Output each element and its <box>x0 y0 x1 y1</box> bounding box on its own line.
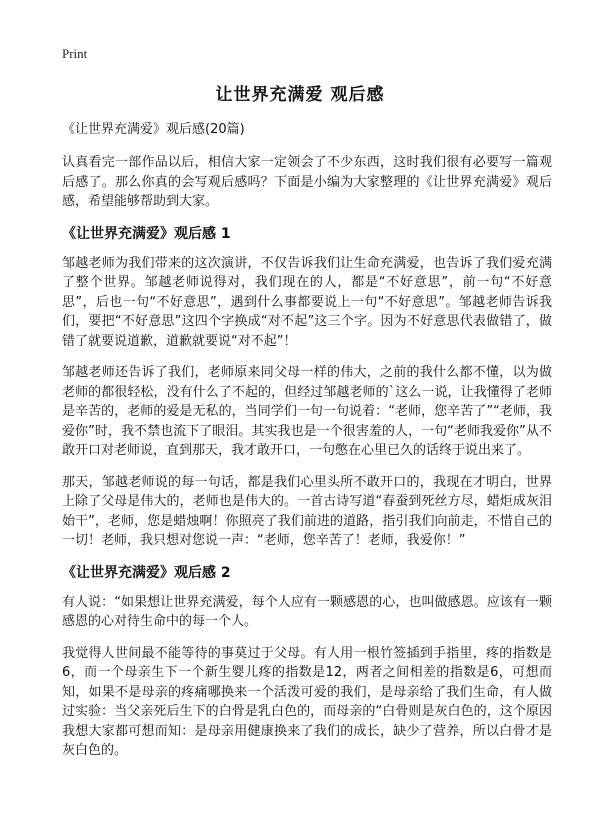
section-2-paragraph-2: 我觉得人世间最不能等待的事莫过于父母。有人用一根竹签插到手指里，疼的指数是6，而一个母亲生下一个新生婴儿疼的指数是12，两者之间相差的指数是6，可想而知，如果不是母亲的疼痛哪换来一个活泼可爱的我们，是母亲给了我们生命，有人做过实验：当父亲死后生下的白骨是乳白色的，而母亲的“白骨则是灰白色的，这个原因我想大家都可想而知：是母亲用健康换来了我们的成长，缺少了营养，所以白骨才是灰白色的。 <box>62 645 552 758</box>
intro-paragraph: 认真看完一部作品以后，相信大家一定领会了不少东西，这时我们很有必要写一篇观后感了。那么你真的会写观后感吗？下面是小编为大家整理的《让世界充满爱》观后感，希望能够帮助到大家。 <box>62 155 552 209</box>
section-2-paragraph-1: 有人说：“如果想让世界充满爱，每个人应有一颗感恩的心，也叫做感恩。应该有一颗感恩的心对待生命中的每一个人。 <box>62 594 552 629</box>
section-heading-1: 《让世界充满爱》观后感 1 <box>62 225 231 242</box>
section-1-paragraph-2: 邹越老师还告诉了我们，老师原来同父母一样的伟大，之前的我什么都不懂，以为做老师的都很轻松，没有什么了不起的，但经过邹越老师的`这么一说，让我懂得了老师是辛苦的，老师的爱是无私的，当同学们一句一句说着：“老师，您辛苦了”“老师，我爱你”时，我不禁也流下了眼泪。其实我也是一个很害羞的人，一句“老师我爱你”从不敢开口对老师说，直到那天，我才敢开口，一句憋在心里已久的话终于说出来了。 <box>62 365 552 458</box>
section-1-paragraph-3: 那天，邹越老师说的每一句话，都是我们心里头所不敢开口的，我现在才明白，世界上除了父母是伟大的，老师也是伟大的。一首古诗写道“春蚕到死丝方尽，蜡炬成灰泪始干”，老师，您是蜡烛啊！你照亮了我们前进的道路，指引我们向前走，不惜自己的一切！老师，我只想对您说一声：“老师，您辛苦了！老师，我爱你！” <box>62 474 552 548</box>
print-link[interactable]: Print <box>62 46 88 61</box>
article-body <box>62 121 552 773</box>
page-title: 让世界充满爱 观后感 <box>215 85 385 105</box>
article-subtitle: 《让世界充满爱》观后感(20篇) <box>62 122 245 137</box>
section-heading-2: 《让世界充满爱》观后感 2 <box>62 564 231 581</box>
section-1-paragraph-1: 邹越老师为我们带来的这次演讲，不仅告诉我们让生命充满爱，也告诉了我们爱充满了整个世界。邹越老师说得对，我们现在的人，都是“不好意思”，前一句“不好意思”，后也一句“不好意思”，遇到什么事都要说上一句“不好意思”。邹越老师告诉我们，要把“不好意思”这四个字换成“对不起”这三个字。因为不好意思代表做错了，做错了就要说道歉，道歉就要说“对不起”！ <box>62 255 552 349</box>
